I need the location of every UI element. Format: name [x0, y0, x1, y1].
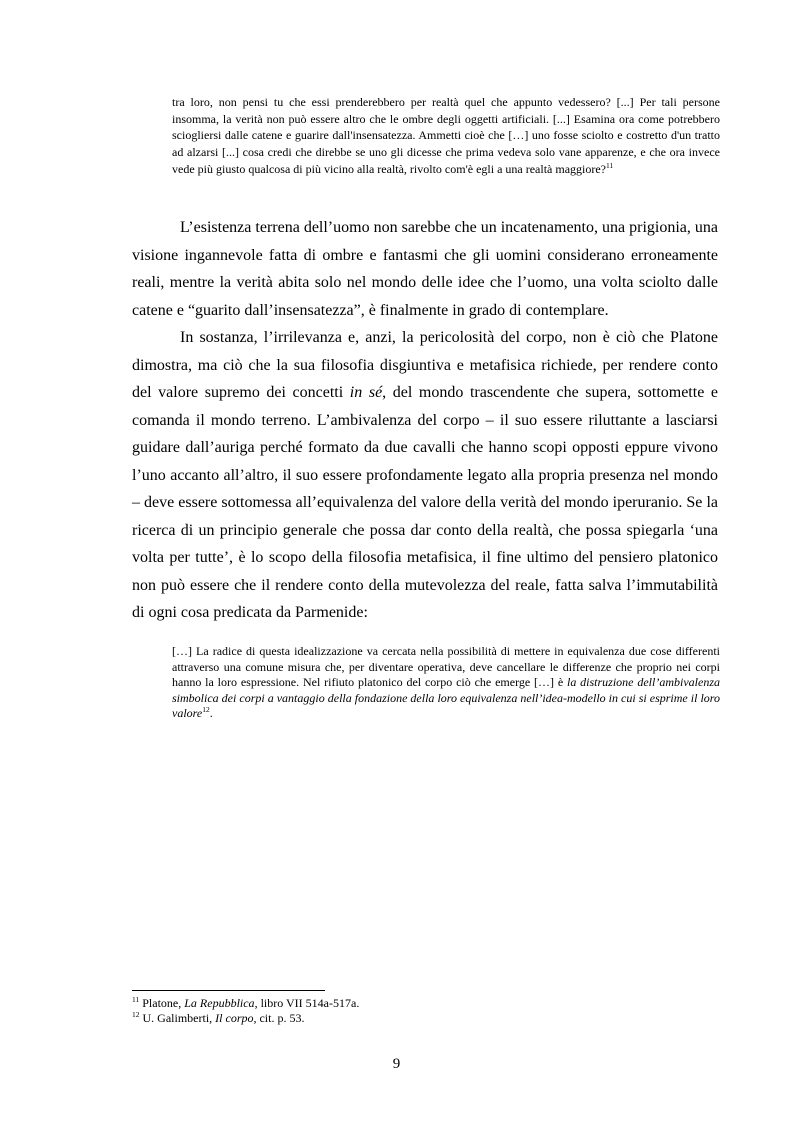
block-quote-text: tra loro, non pensi tu che essi prenderebbero per realtà quel che appunto vedessero? [...] Per tali persone insomma, la verità non può essere altro che le ombre degli oggetti artificiali. [...] Esamina ora come potrebbero sciogliersi dalle catene e guarire dall'insensatezza. Ammetti cioè che […] uno fosse sciolto e costretto d'un tratto ad alzarsi [...] cosa credi che direbbe se uno gli dicesse che prima vedeva solo vane apparenze, e che ora invece vede più giusto qualcosa di più vicino alla realtà, rivolto com'è egli a una realtà maggiore?: [172, 95, 720, 176]
footnote-text: Platone,: [139, 996, 185, 1010]
paragraph-1: L’esistenza terrena dell’uomo non sarebbe che un incatenamento, una prigionia, una visione ingannevole fatta di ombre e fantasmi che gli uomini considerano erroneamente reali, mentre la verità abita solo nel mondo delle idee che l’uomo, una volta sciolto dalle catene e “guarito dall’insensatezza”, è finalmente in grado di contemplare.: [132, 219, 718, 319]
footnote-separator: [132, 990, 325, 991]
footnote-text: cit. p. 53.: [256, 1011, 305, 1025]
block-quote-italic: la distruzione dell’ambivalenza simbolica dei corpi a vantaggio della fondazione della loro equivalenza nell’idea-modello in cui si esprime il loro valore: [172, 675, 720, 720]
footnote-text: , libro VII 514a-517a.: [254, 996, 360, 1010]
paragraph-2: [132, 324, 718, 627]
footnote-text: U. Galimberti,: [139, 1011, 216, 1025]
footnote-title: La Repubblica: [184, 996, 255, 1010]
footnote-number: 12: [132, 1010, 140, 1019]
block-quote-text-start: […] La radice di questa idealizzazione va cercata nella possibilità di mettere in equivalenza due cose differenti attraverso una comune misura che, per diventare operativa, deve cancellare le differenze che proprio nei corpi hanno la loro espressione. Nel rifiuto platonico del corpo ciò che emerge […] è: [172, 644, 720, 689]
paragraph-2-italic: in sé: [349, 384, 383, 401]
paragraph-2-text-start: In sostanza, l’irrilevanza e, anzi, la pericolosità del corpo, non è ciò che Platone dimostra, ma ciò che la sua filosofia disgiuntiva e metafisica richiede, per rendere conto del valore supremo dei concetti: [132, 329, 718, 401]
body-text: [132, 214, 718, 627]
footnote-title: Il corpo,: [215, 1011, 257, 1025]
footnote-ref-11[interactable]: 11: [606, 160, 614, 170]
footnote-11: [132, 996, 722, 1011]
footnotes: [132, 996, 722, 1026]
block-quote-text-end: .: [209, 706, 213, 720]
footnote-12: [132, 1011, 722, 1026]
footnote-number: 11: [132, 995, 140, 1004]
block-quote-galimberti: [172, 644, 720, 722]
paragraph-2-text-end: , del mondo trascendente che supera, sottomette e comanda il mondo terreno. L’ambivalenza del corpo – il suo essere riluttante a lasciarsi guidare dall’auriga perché formato da due cavalli che hanno scopi opposti eppure vivono l’uno accanto all’altro, il suo essere profondamente legato alla propria presenza nel mondo – deve essere sottomessa all’equivalenza del valore della verità del mondo iperuranio. Se la ricerca di un principio generale che possa dar conto della realtà, che possa spiegarla ‘una volta per tutte’, è lo scopo della filosofia metafisica, il fine ultimo del pensiero platonico non può essere che il rendere conto della mutevolezza del reale, fatta salva l’immutabilità di ogni cosa predicata da Parmenide:: [132, 384, 719, 621]
page-number: 9: [392, 1056, 401, 1072]
footnote-ref-12[interactable]: 12: [202, 705, 210, 714]
block-quote-republic: [172, 94, 720, 178]
